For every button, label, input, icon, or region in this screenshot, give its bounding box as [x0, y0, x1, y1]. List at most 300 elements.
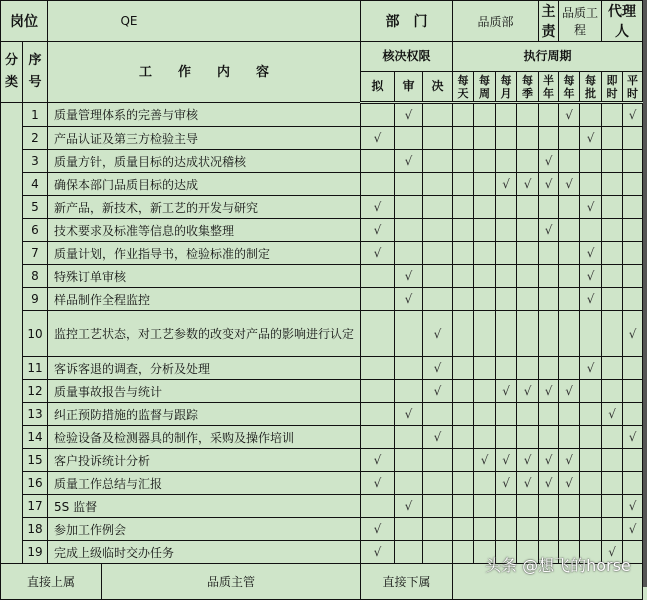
row-number: 2 — [23, 127, 48, 150]
table-row — [1, 403, 644, 426]
period-cell-每周 — [474, 518, 496, 541]
auth-header: 审 — [395, 72, 423, 103]
period-cell-平时 — [623, 173, 643, 196]
period-cell-每年 — [559, 127, 580, 150]
table-row — [1, 242, 644, 265]
post-label: 岗位 — [1, 1, 48, 42]
period-cell-平时 — [623, 265, 643, 288]
period-cell-每周 — [474, 242, 496, 265]
period-cell-每批 — [580, 472, 602, 495]
period-header-cell: 每批 — [580, 72, 602, 103]
table-row — [1, 173, 644, 196]
superior-label: 直接上属 — [1, 564, 102, 600]
work-content: 确保本部门品质目标的达成 — [48, 173, 361, 196]
window-border — [643, 0, 647, 587]
period-cell-即时 — [602, 311, 623, 357]
period-cell-半年 — [539, 127, 559, 150]
check-mark: √ — [517, 449, 539, 472]
auth-cell-决 — [423, 449, 453, 472]
period-cell-平时 — [623, 472, 643, 495]
auth-cell-决 — [423, 150, 453, 173]
period-cell-即时 — [602, 265, 623, 288]
work-content: 5S 监督 — [48, 495, 361, 518]
check-mark: √ — [361, 242, 395, 265]
auth-cell-决 — [423, 265, 453, 288]
work-content: 监控工艺状态，对工艺参数的改变对产品的影响进行认定 — [48, 311, 361, 357]
period-cell-每天 — [453, 265, 474, 288]
row-number: 9 — [23, 288, 48, 311]
period-cell-每季 — [517, 518, 539, 541]
auth-cell-拟 — [361, 426, 395, 449]
row-number: 1 — [23, 103, 48, 127]
period-cell-每年 — [559, 196, 580, 219]
work-content: 完成上级临时交办任务 — [48, 541, 361, 564]
period-cell-每月 — [496, 288, 517, 311]
period-cell-即时 — [602, 426, 623, 449]
auth-cell-审 — [395, 426, 423, 449]
period-cell-每天 — [453, 219, 474, 242]
superior-value: 品质主管 — [102, 564, 361, 600]
period-cell-每天 — [453, 357, 474, 380]
period-cell-即时 — [602, 150, 623, 173]
auth-cell-拟 — [361, 380, 395, 403]
period-cell-每月 — [496, 196, 517, 219]
period-cell-每天 — [453, 426, 474, 449]
check-mark: √ — [496, 449, 517, 472]
check-mark: √ — [539, 219, 559, 242]
check-mark: √ — [496, 472, 517, 495]
row-number: 17 — [23, 495, 48, 518]
period-cell-即时 — [602, 127, 623, 150]
period-cell-即时 — [602, 219, 623, 242]
period-cell-每季 — [517, 242, 539, 265]
period-cell-每周 — [474, 380, 496, 403]
auth-cell-审 — [395, 518, 423, 541]
auth-cell-审 — [395, 219, 423, 242]
check-mark: √ — [395, 403, 423, 426]
period-cell-每季 — [517, 150, 539, 173]
auth-cell-拟 — [361, 265, 395, 288]
table-row — [1, 426, 644, 449]
period-cell-每月 — [496, 265, 517, 288]
period-cell-每月 — [496, 495, 517, 518]
period-cell-半年 — [539, 518, 559, 541]
period-header-cell: 每月 — [496, 72, 517, 103]
header-row — [1, 1, 644, 42]
check-mark: √ — [580, 288, 602, 311]
period-cell-半年 — [539, 265, 559, 288]
period-cell-即时 — [602, 449, 623, 472]
period-cell-平时 — [623, 150, 643, 173]
check-mark: √ — [395, 103, 423, 127]
period-header-cell: 每天 — [453, 72, 474, 103]
period-cell-每年 — [559, 219, 580, 242]
period-cell-每年 — [559, 242, 580, 265]
auth-cell-审 — [395, 127, 423, 150]
check-mark: √ — [423, 311, 453, 357]
check-mark: √ — [361, 127, 395, 150]
period-header-cell: 每周 — [474, 72, 496, 103]
auth-cell-审 — [395, 541, 423, 564]
row-number: 18 — [23, 518, 48, 541]
period-cell-每周 — [474, 196, 496, 219]
period-cell-每周 — [474, 357, 496, 380]
auth-header: 决 — [423, 72, 453, 103]
check-mark: √ — [423, 380, 453, 403]
check-mark: √ — [623, 426, 643, 449]
auth-cell-决 — [423, 472, 453, 495]
auth-cell-审 — [395, 173, 423, 196]
period-cell-每天 — [453, 311, 474, 357]
row-number: 14 — [23, 426, 48, 449]
period-cell-每周 — [474, 311, 496, 357]
period-cell-每季 — [517, 219, 539, 242]
period-cell-半年 — [539, 403, 559, 426]
period-cell-每周 — [474, 103, 496, 127]
period-cell-每天 — [453, 196, 474, 219]
check-mark: √ — [395, 150, 423, 173]
period-cell-每批 — [580, 380, 602, 403]
period-cell-每天 — [453, 541, 474, 564]
work-content: 质量工作总结与汇报 — [48, 472, 361, 495]
table-row — [1, 265, 644, 288]
period-cell-半年 — [539, 242, 559, 265]
period-cell-每季 — [517, 357, 539, 380]
work-content: 客诉客退的调查，分析及处理 — [48, 357, 361, 380]
period-cell-每天 — [453, 518, 474, 541]
period-header-cell: 每季 — [517, 72, 539, 103]
row-number: 19 — [23, 541, 48, 564]
auth-header: 拟 — [361, 72, 395, 103]
period-cell-每月 — [496, 150, 517, 173]
check-mark: √ — [559, 173, 580, 196]
auth-cell-决 — [423, 518, 453, 541]
check-mark: √ — [623, 518, 643, 541]
check-mark: √ — [496, 380, 517, 403]
table-row — [1, 357, 644, 380]
period-cell-即时 — [602, 518, 623, 541]
period-cell-每年 — [559, 311, 580, 357]
period-cell-每周 — [474, 403, 496, 426]
auth-cell-决 — [423, 219, 453, 242]
work-content: 特殊订单审核 — [48, 265, 361, 288]
check-mark: √ — [361, 541, 395, 564]
period-cell-每周 — [474, 150, 496, 173]
check-mark: √ — [559, 449, 580, 472]
post-value: QE — [48, 1, 361, 42]
period-cell-半年 — [539, 495, 559, 518]
period-cell-每月 — [496, 242, 517, 265]
auth-cell-审 — [395, 311, 423, 357]
check-mark: √ — [361, 196, 395, 219]
period-cell-半年 — [539, 357, 559, 380]
period-cell-半年 — [539, 196, 559, 219]
work-content: 质量管理体系的完善与审核 — [48, 103, 361, 127]
period-cell-每批 — [580, 103, 602, 127]
period-cell-平时 — [623, 288, 643, 311]
row-number: 13 — [23, 403, 48, 426]
work-content: 质量事故报告与统计 — [48, 380, 361, 403]
period-cell-即时 — [602, 472, 623, 495]
period-cell-每月 — [496, 357, 517, 380]
period-cell-每天 — [453, 449, 474, 472]
period-cell-每季 — [517, 311, 539, 357]
main-label: 主责 — [539, 1, 559, 42]
period-cell-每季 — [517, 103, 539, 127]
period-cell-每天 — [453, 495, 474, 518]
auth-cell-决 — [423, 196, 453, 219]
auth-cell-审 — [395, 242, 423, 265]
check-mark: √ — [539, 380, 559, 403]
period-cell-每批 — [580, 150, 602, 173]
period-cell-每年 — [559, 518, 580, 541]
auth-cell-决 — [423, 127, 453, 150]
period-cell-半年 — [539, 103, 559, 127]
content-header: 工 作 内 容 — [48, 42, 361, 103]
auth-cell-审 — [395, 357, 423, 380]
period-cell-每年 — [559, 495, 580, 518]
table-row — [1, 127, 644, 150]
auth-cell-拟 — [361, 173, 395, 196]
auth-cell-拟 — [361, 495, 395, 518]
period-cell-即时 — [602, 103, 623, 127]
period-cell-即时 — [602, 242, 623, 265]
check-mark: √ — [395, 495, 423, 518]
period-cell-每周 — [474, 219, 496, 242]
check-mark: √ — [361, 449, 395, 472]
period-cell-每季 — [517, 403, 539, 426]
row-number: 7 — [23, 242, 48, 265]
row-number: 16 — [23, 472, 48, 495]
table-row — [1, 288, 644, 311]
check-mark: √ — [423, 426, 453, 449]
period-cell-每年 — [559, 403, 580, 426]
period-cell-每天 — [453, 242, 474, 265]
auth-cell-审 — [395, 449, 423, 472]
auth-cell-决 — [423, 541, 453, 564]
auth-cell-决 — [423, 103, 453, 127]
auth-cell-决 — [423, 403, 453, 426]
dept-label: 部 门 — [361, 1, 453, 42]
check-mark: √ — [517, 173, 539, 196]
period-cell-即时 — [602, 288, 623, 311]
check-mark: √ — [361, 219, 395, 242]
row-number: 5 — [23, 196, 48, 219]
table-row — [1, 449, 644, 472]
auth-cell-拟 — [361, 403, 395, 426]
seq-header: 序号 — [23, 42, 48, 103]
period-cell-平时 — [623, 403, 643, 426]
work-content: 样品制作全程监控 — [48, 288, 361, 311]
period-cell-每天 — [453, 403, 474, 426]
period-cell-即时 — [602, 196, 623, 219]
check-mark: √ — [580, 196, 602, 219]
period-cell-每天 — [453, 173, 474, 196]
period-cell-半年 — [539, 311, 559, 357]
main-value: 品质工程 — [559, 1, 602, 42]
period-cell-每周 — [474, 265, 496, 288]
table-row — [1, 495, 644, 518]
period-cell-平时 — [623, 196, 643, 219]
period-cell-每季 — [517, 127, 539, 150]
authority-header: 核决权限 — [361, 42, 453, 72]
period-header-cell: 半年 — [539, 72, 559, 103]
table-row — [1, 518, 644, 541]
table-row — [1, 103, 644, 127]
period-cell-每批 — [580, 449, 602, 472]
work-content: 纠正预防措施的监督与跟踪 — [48, 403, 361, 426]
period-cell-每批 — [580, 495, 602, 518]
check-mark: √ — [361, 472, 395, 495]
period-cell-每月 — [496, 311, 517, 357]
period-header-cell: 平时 — [623, 72, 643, 103]
auth-cell-决 — [423, 495, 453, 518]
row-number: 4 — [23, 173, 48, 196]
check-mark: √ — [496, 173, 517, 196]
auth-cell-拟 — [361, 150, 395, 173]
auth-cell-审 — [395, 380, 423, 403]
work-content: 客户投诉统计分析 — [48, 449, 361, 472]
period-cell-即时 — [602, 173, 623, 196]
check-mark: √ — [539, 449, 559, 472]
check-mark: √ — [623, 103, 643, 127]
auth-cell-拟 — [361, 311, 395, 357]
period-cell-即时 — [602, 495, 623, 518]
table-row — [1, 196, 644, 219]
period-cell-每月 — [496, 127, 517, 150]
period-cell-平时 — [623, 219, 643, 242]
row-number: 12 — [23, 380, 48, 403]
work-content: 质量方针，质量目标的达成状况稽核 — [48, 150, 361, 173]
check-mark: √ — [395, 265, 423, 288]
check-mark: √ — [539, 150, 559, 173]
period-cell-每天 — [453, 380, 474, 403]
watermark: 头条 @想飞的horse — [485, 556, 631, 575]
period-cell-每年 — [559, 357, 580, 380]
auth-cell-拟 — [361, 357, 395, 380]
period-cell-即时 — [602, 380, 623, 403]
period-cell-每季 — [517, 265, 539, 288]
period-cell-每年 — [559, 265, 580, 288]
auth-cell-决 — [423, 242, 453, 265]
period-cell-每季 — [517, 196, 539, 219]
period-cell-每批 — [580, 403, 602, 426]
row-number: 15 — [23, 449, 48, 472]
period-cell-每月 — [496, 518, 517, 541]
period-cell-即时 — [602, 357, 623, 380]
check-mark: √ — [559, 103, 580, 127]
check-mark: √ — [580, 265, 602, 288]
check-mark: √ — [395, 288, 423, 311]
check-mark: √ — [602, 541, 623, 564]
period-header: 执行周期 — [453, 42, 643, 72]
period-header-cell: 即时 — [602, 72, 623, 103]
check-mark: √ — [423, 357, 453, 380]
work-content: 新产品，新技术，新工艺的开发与研究 — [48, 196, 361, 219]
check-mark: √ — [559, 380, 580, 403]
work-content: 参加工作例会 — [48, 518, 361, 541]
check-mark: √ — [602, 403, 623, 426]
period-cell-平时 — [623, 357, 643, 380]
work-content: 技术要求及标准等信息的收集整理 — [48, 219, 361, 242]
row-number: 6 — [23, 219, 48, 242]
table-row — [1, 150, 644, 173]
period-cell-每天 — [453, 288, 474, 311]
check-mark: √ — [361, 518, 395, 541]
check-mark: √ — [517, 472, 539, 495]
work-content: 质量计划，作业指导书，检验标准的制定 — [48, 242, 361, 265]
period-cell-每季 — [517, 426, 539, 449]
auth-cell-拟 — [361, 288, 395, 311]
period-cell-每年 — [559, 288, 580, 311]
agent-label: 代理人 — [602, 1, 643, 42]
row-number: 3 — [23, 150, 48, 173]
period-cell-每季 — [517, 288, 539, 311]
row-number: 10 — [23, 311, 48, 357]
period-cell-每季 — [517, 495, 539, 518]
period-cell-每天 — [453, 127, 474, 150]
row-number: 8 — [23, 265, 48, 288]
check-mark: √ — [517, 380, 539, 403]
period-cell-每周 — [474, 288, 496, 311]
check-mark: √ — [474, 449, 496, 472]
check-mark: √ — [580, 127, 602, 150]
check-mark: √ — [539, 472, 559, 495]
period-cell-平时 — [623, 380, 643, 403]
period-cell-每年 — [559, 150, 580, 173]
period-header-cell: 每年 — [559, 72, 580, 103]
auth-cell-审 — [395, 472, 423, 495]
period-cell-每批 — [580, 311, 602, 357]
period-cell-每周 — [474, 426, 496, 449]
auth-cell-决 — [423, 173, 453, 196]
dept-value: 品质部 — [453, 1, 539, 42]
category-cell — [1, 103, 23, 564]
period-cell-半年 — [539, 288, 559, 311]
period-cell-每月 — [496, 426, 517, 449]
check-mark: √ — [539, 173, 559, 196]
check-mark: √ — [580, 242, 602, 265]
period-cell-每周 — [474, 127, 496, 150]
period-cell-每天 — [453, 103, 474, 127]
check-mark: √ — [623, 495, 643, 518]
check-mark: √ — [559, 472, 580, 495]
table-row — [1, 472, 644, 495]
period-cell-平时 — [623, 127, 643, 150]
period-cell-每批 — [580, 219, 602, 242]
period-cell-每批 — [580, 518, 602, 541]
period-cell-每月 — [496, 403, 517, 426]
period-cell-平时 — [623, 242, 643, 265]
period-cell-每天 — [453, 150, 474, 173]
row-number: 11 — [23, 357, 48, 380]
category-header: 分类 — [1, 42, 23, 103]
work-content: 检验设备及检测器具的制作，采购及操作培训 — [48, 426, 361, 449]
period-cell-每年 — [559, 426, 580, 449]
period-cell-每批 — [580, 173, 602, 196]
period-cell-每周 — [474, 495, 496, 518]
auth-cell-拟 — [361, 103, 395, 127]
check-mark: √ — [623, 311, 643, 357]
period-cell-每周 — [474, 173, 496, 196]
period-cell-每天 — [453, 472, 474, 495]
period-cell-每月 — [496, 219, 517, 242]
column-header-row — [1, 42, 644, 72]
work-content: 产品认证及第三方检验主导 — [48, 127, 361, 150]
subordinate-label: 直接下属 — [361, 564, 453, 600]
period-cell-每月 — [496, 103, 517, 127]
period-cell-每批 — [580, 426, 602, 449]
